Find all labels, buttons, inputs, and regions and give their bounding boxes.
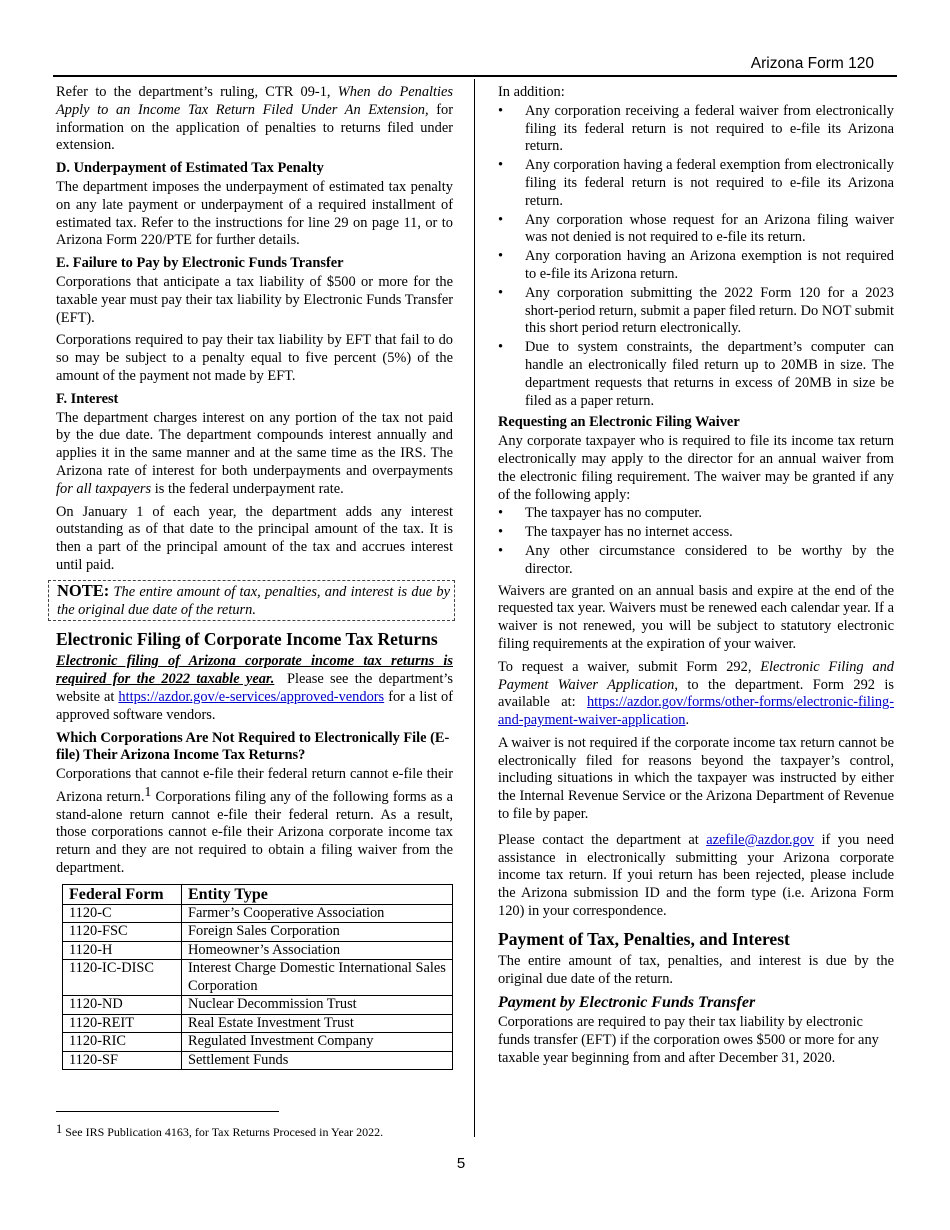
table-header-entity-type: Entity Type bbox=[182, 884, 453, 904]
ruling-paragraph: Refer to the department’s ruling, CTR 09-1, When do Penalties Apply to an Income Tax Return Filed Under An Extension, for information on the application of penalties to returns filed under extension. bbox=[56, 84, 453, 154]
table-row: 1120-IC-DISC Interest Charge Domestic International Sales Corporation bbox=[63, 960, 453, 996]
in-addition: In addition: bbox=[498, 84, 565, 100]
note-text: The entire amount of tax, penalties, and interest is due by the original due date of the return. bbox=[57, 583, 450, 618]
efile-heading: Electronic Filing of Corporate Income Tax Returns bbox=[56, 629, 438, 650]
section-f-text-2: On January 1 of each year, the department adds any interest outstanding as of that date to the principal amount of the tax. It is then a part of the principal amount of the tax and accrues interest until paid. bbox=[56, 503, 453, 573]
section-d-text: The department imposes the underpayment of estimated tax penalty on any late payment or underpayment of a required installment of estimated tax. Refer to the instructions for line 29 on page 11, or to Arizona Form 220/PTE for further details. bbox=[56, 178, 453, 249]
list-item: • The taxpayer has no computer. bbox=[498, 505, 703, 522]
right-column bbox=[498, 84, 894, 1073]
bullet-icon: • bbox=[498, 542, 504, 559]
list-item: • Any other circumstance considered to be worthy by the director. bbox=[498, 542, 894, 577]
payment-text: The entire amount of tax, penalties, and interest is due by the original due date of the return. bbox=[498, 952, 894, 987]
list-item: • Any corporation having an Arizona exemption is not required to e-file its Arizona return. bbox=[498, 248, 894, 282]
azefile-email-link[interactable]: azefile@azdor.gov bbox=[706, 831, 815, 848]
section-e-text-2: Corporations required to pay their tax liability by EFT that fail to do so may be subject to a penalty equal to five percent (5%) of the amount of the payment not made by EFT. bbox=[56, 332, 453, 384]
waiver-annual-text: Waivers are granted on an annual basis and expire at the end of the requested tax year. Waivers must be renewed each calendar year. If a waiver is not renewed, you will be subject to statutory electronic filing requirements at the expiration of your waiver. bbox=[498, 582, 894, 652]
section-e-text-1: Corporations that anticipate a tax liability of $500 or more for the taxable year must pay their tax liability by Electronic Funds Transfer (EFT). bbox=[56, 273, 453, 326]
bullet-icon: • bbox=[498, 284, 504, 301]
table-row: 1120-FSC Foreign Sales Corporation bbox=[63, 923, 453, 942]
request-waiver-text: To request a waiver, submit Form 292, Electronic Filing and Payment Waiver Application, to the department. Form 292 is available at: https://azdor.gov/forms/other-forms/electronic-filing-and-payment-waiver-application. bbox=[498, 658, 895, 729]
list-item: • Any corporation receiving a federal waiver from electronically filing its federal return is not required to e-file its Arizona return. bbox=[498, 102, 894, 155]
waiver-application-link[interactable]: https://azdor.gov/forms/other-forms/electronic-filing-and-payment-waiver-application bbox=[498, 694, 894, 729]
bullet-icon: • bbox=[498, 102, 504, 119]
waiver-heading: Requesting an Electronic Filing Waiver bbox=[498, 414, 740, 431]
table-row: 1120-C Farmer’s Cooperative Association bbox=[63, 904, 453, 923]
list-item: • Due to system constraints, the department’s computer can handle an electronically filed return up to 20MB in size. The department requests that returns in excess of 20MB in size be filed as a paper return. bbox=[498, 339, 894, 409]
table-row: 1120-REIT Real Estate Investment Trust bbox=[63, 1014, 453, 1033]
left-column bbox=[56, 84, 453, 1070]
footnote-rule bbox=[56, 1111, 279, 1112]
exemption-list bbox=[498, 103, 894, 411]
bullet-icon: • bbox=[498, 211, 504, 228]
eft-heading: Payment by Electronic Funds Transfer bbox=[498, 994, 756, 1012]
bullet-icon: • bbox=[498, 157, 504, 174]
footnote: $^1$ See IRS Publication 4163, for Tax Returns Procesed in Year 2022. bbox=[56, 1122, 384, 1139]
payment-heading: Payment of Tax, Penalties, and Interest bbox=[498, 928, 790, 949]
list-item: • Any corporation whose request for an Arizona filing waiver was not denied is not required to e-file its return. bbox=[498, 211, 894, 246]
section-d-heading: D. Underpayment of Estimated Tax Penalty bbox=[56, 160, 324, 177]
table-header-federal-form: Federal Form bbox=[63, 884, 182, 904]
section-f-text-1: The department charges interest on any portion of the tax not paid by the due date. The department compounds interest annually and applies it in the same manner and at the same time as the IRS. The Arizona rate of interest for both underpayments and overpayments for all taxpayers is the federal underpayment rate. bbox=[56, 409, 453, 497]
form-title: Arizona Form 120 bbox=[750, 55, 874, 72]
federal-form-table bbox=[62, 884, 453, 1071]
contact-text: Please contact the department at azefile@azdor.gov if you need assistance in electronically submitting your Arizona corporate income tax return. If youi return has been rejected, please include the Arizona submission ID and the form type (i.e. Arizona Form 120) in your correspondence. bbox=[498, 831, 894, 920]
waiver-not-required-text: A waiver is not required if the corporate income tax return cannot be electronically filed for reasons beyond the taxpayer’s control, including situations in which the taxpayer was instructed by either the Internal Revenue Service or the Arizona Department of Revenue to file by paper. bbox=[498, 734, 894, 823]
header-rule bbox=[53, 75, 897, 77]
approved-vendors-link[interactable]: https://azdor.gov/e-services/approved-vendors bbox=[118, 688, 385, 705]
page-number: 5 bbox=[456, 1155, 466, 1172]
section-f-heading: F. Interest bbox=[56, 390, 119, 407]
bullet-icon: • bbox=[498, 505, 504, 522]
bullet-icon: • bbox=[498, 524, 504, 541]
footnote-reference: 1 bbox=[144, 784, 152, 800]
efile-paragraph: Electronic filing of Arizona corporate income tax returns is required for the 2022 taxable year. Please see the department’s website at https://azdor.gov/e-services/approved-vendors for a list of approved software vendors. bbox=[56, 653, 453, 723]
column-divider bbox=[474, 79, 475, 1137]
table-row: 1120-SF Settlement Funds bbox=[63, 1051, 453, 1070]
which-paragraph: Corporations that cannot e-file their federal return cannot e-file their Arizona return.$^1$ Corporations filing any of the following forms as a stand-alone return cannot e-file their federal return. As a result, those corporations cannot e-file their Arizona corporate income tax return and they are not required to obtain a filing waiver from the department. bbox=[56, 766, 454, 877]
section-e-heading: E. Failure to Pay by Electronic Funds Transfer bbox=[56, 255, 344, 272]
bullet-icon: • bbox=[498, 339, 504, 356]
note-box bbox=[48, 580, 455, 622]
waiver-conditions-list bbox=[498, 505, 894, 578]
list-item: • Any corporation having a federal exemption from electronically filing its federal return is not required to e-file its Arizona return. bbox=[498, 157, 894, 209]
table-row: 1120-ND Nuclear Decommission Trust bbox=[63, 996, 453, 1015]
note-label: NOTE: bbox=[57, 580, 110, 600]
bullet-icon: • bbox=[498, 248, 504, 265]
table-row: 1120-H Homeowner’s Association bbox=[63, 941, 453, 960]
list-item: • The taxpayer has no internet access. bbox=[498, 524, 733, 541]
waiver-text: Any corporate taxpayer who is required to file its income tax return electronically may apply to the director for an annual waiver from the electronic filing requirement. The waiver may be granted if any of the following apply: bbox=[498, 433, 894, 503]
which-heading: Which Corporations Are Not Required to Electronically File (E-file) Their Arizona Income Tax Returns? bbox=[56, 729, 450, 764]
eft-text: Corporations are required to pay their tax liability by electronic funds transfer (EFT) if the corporation owes $500 or more for any taxable year beginning from and after December 31, 2020. bbox=[498, 1014, 879, 1067]
list-item: • Any corporation submitting the 2022 Form 120 for a 2023 short-period return, submit a paper filed return. Do NOT submit this short period return electronically. bbox=[498, 284, 894, 337]
table-row: 1120-RIC Regulated Investment Company bbox=[63, 1033, 453, 1052]
